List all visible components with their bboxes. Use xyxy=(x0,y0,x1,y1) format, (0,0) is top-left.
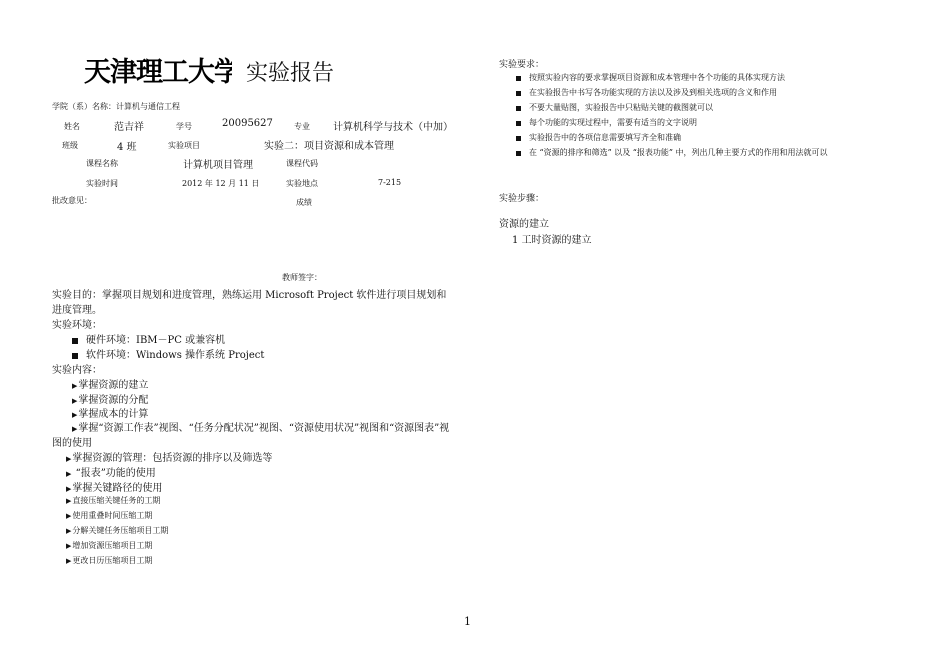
bullet-icon xyxy=(516,106,521,111)
place-label: 实验地点 xyxy=(286,179,318,188)
arrow-bullet-icon: ▶ xyxy=(72,381,78,390)
env-item-hardware: 硬件环境：IBM－PC 或兼容机 xyxy=(72,331,225,346)
major-value: 计算机科学与技术（中加） xyxy=(333,122,453,133)
class-label: 班级 xyxy=(62,141,78,150)
content-item: ▶掌握“资源工作表”视图、“任务分配状况”视图、“资源使用状况”视图和“资源图表”视 xyxy=(72,423,450,434)
major-label: 专业 xyxy=(294,122,310,131)
arrow-bullet-icon: ▶ xyxy=(66,527,72,535)
step-labor-resource-build: 1 工时资源的建立 xyxy=(512,235,592,246)
time-value: 2012 年 12 月 11 日 xyxy=(182,179,260,188)
college-name: 学院（系）名称：计算机与通信工程 xyxy=(52,102,180,111)
project-label: 实验项目 xyxy=(168,141,200,150)
requirement-item: 不要大量贴图，实验报告中只粘贴关键的截图就可以 xyxy=(516,102,713,113)
university-logo xyxy=(82,54,232,88)
arrow-bullet-icon: ▶ xyxy=(72,410,78,419)
content-item: ▶使用重叠时间压缩工期 xyxy=(66,511,153,520)
content-item: ▶掌握关键路径的使用 xyxy=(66,483,163,494)
student-id-value: 20095627 xyxy=(222,118,273,129)
bullet-icon xyxy=(72,338,78,344)
bullet-icon xyxy=(516,91,521,96)
page-number: 1 xyxy=(464,615,471,628)
requirement-item: 按照实验内容的要求掌握项目资源和成本管理中各个功能的具体实现方法 xyxy=(516,72,785,83)
arrow-bullet-icon: ▶ xyxy=(66,454,72,463)
requirement-item: 每个功能的实现过程中，需要有适当的文字说明 xyxy=(516,117,697,128)
arrow-bullet-icon: ▶ xyxy=(66,469,72,478)
bullet-icon xyxy=(516,76,521,81)
arrow-bullet-icon: ▶ xyxy=(66,512,72,520)
place-value: 7-215 xyxy=(378,178,402,187)
content-item: ▶增加资源压缩项目工期 xyxy=(66,541,153,550)
teacher-signature-label: 教师签字： xyxy=(282,273,322,282)
arrow-bullet-icon: ▶ xyxy=(72,396,78,405)
student-id-label: 学号 xyxy=(176,122,192,131)
course-value: 计算机项目管理 xyxy=(183,160,253,171)
bullet-icon xyxy=(516,121,521,126)
steps-label: 实验步骤： xyxy=(499,194,545,204)
content-item: ▶掌握成本的计算 xyxy=(72,409,149,420)
requirement-item: 实验报告中的各项信息需要填写齐全和准确 xyxy=(516,132,681,143)
content-item: ▶ “报表”功能的使用 xyxy=(66,468,156,479)
time-label: 实验时间 xyxy=(86,179,118,188)
arrow-bullet-icon: ▶ xyxy=(72,424,78,433)
bullet-icon xyxy=(516,151,521,156)
content-item: ▶掌握资源的管理：包括资源的排序以及筛选等 xyxy=(66,453,273,464)
step-resource-build: 资源的建立 xyxy=(499,219,549,230)
content-item: ▶掌握资源的分配 xyxy=(72,395,149,406)
course-label: 课程名称 xyxy=(86,159,118,168)
purpose-line-1: 实验目的：掌握项目规划和进度管理，熟练运用 Microsoft Project 软件进行项目规划和 xyxy=(52,290,447,301)
project-value: 实验二：项目资源和成本管理 xyxy=(264,141,394,152)
name-label: 姓名 xyxy=(64,122,80,131)
environment-label: 实验环境： xyxy=(52,320,102,331)
comment-label: 批改意见： xyxy=(52,196,92,205)
requirement-item: 在实验报告中书写各功能实现的方法以及涉及到相关选项的含义和作用 xyxy=(516,87,777,98)
env-item-software: 软件环境：Windows 操作系统 Project xyxy=(72,346,264,361)
bullet-icon xyxy=(72,353,78,359)
grade-label: 成绩 xyxy=(296,198,312,207)
requirements-label: 实验要求： xyxy=(499,60,545,70)
requirement-item: 在 “资源的排序和筛选” 以及 “报表功能” 中，列出几种主要方式的作用和用法就可以 xyxy=(516,147,828,158)
content-item: ▶分解关键任务压缩项目工期 xyxy=(66,526,169,535)
svg-text:天津理工大学: 天津理工大学 xyxy=(84,57,232,88)
arrow-bullet-icon: ▶ xyxy=(66,484,72,493)
arrow-bullet-icon: ▶ xyxy=(66,497,72,505)
course-code-label: 课程代码 xyxy=(286,159,318,168)
bullet-icon xyxy=(516,136,521,141)
report-title: 实验报告 xyxy=(246,61,335,86)
content-item: ▶直接压缩关键任务的工期 xyxy=(66,496,161,505)
content-item-continued: 图的使用 xyxy=(52,438,92,449)
content-item: ▶更改日历压缩项目工期 xyxy=(66,556,153,565)
purpose-line-2: 进度管理。 xyxy=(52,305,102,316)
content-item: ▶掌握资源的建立 xyxy=(72,380,149,391)
name-value: 范吉祥 xyxy=(114,122,144,133)
arrow-bullet-icon: ▶ xyxy=(66,557,72,565)
arrow-bullet-icon: ▶ xyxy=(66,542,72,550)
content-label: 实验内容： xyxy=(52,365,102,376)
class-value: 4 班 xyxy=(117,142,137,153)
